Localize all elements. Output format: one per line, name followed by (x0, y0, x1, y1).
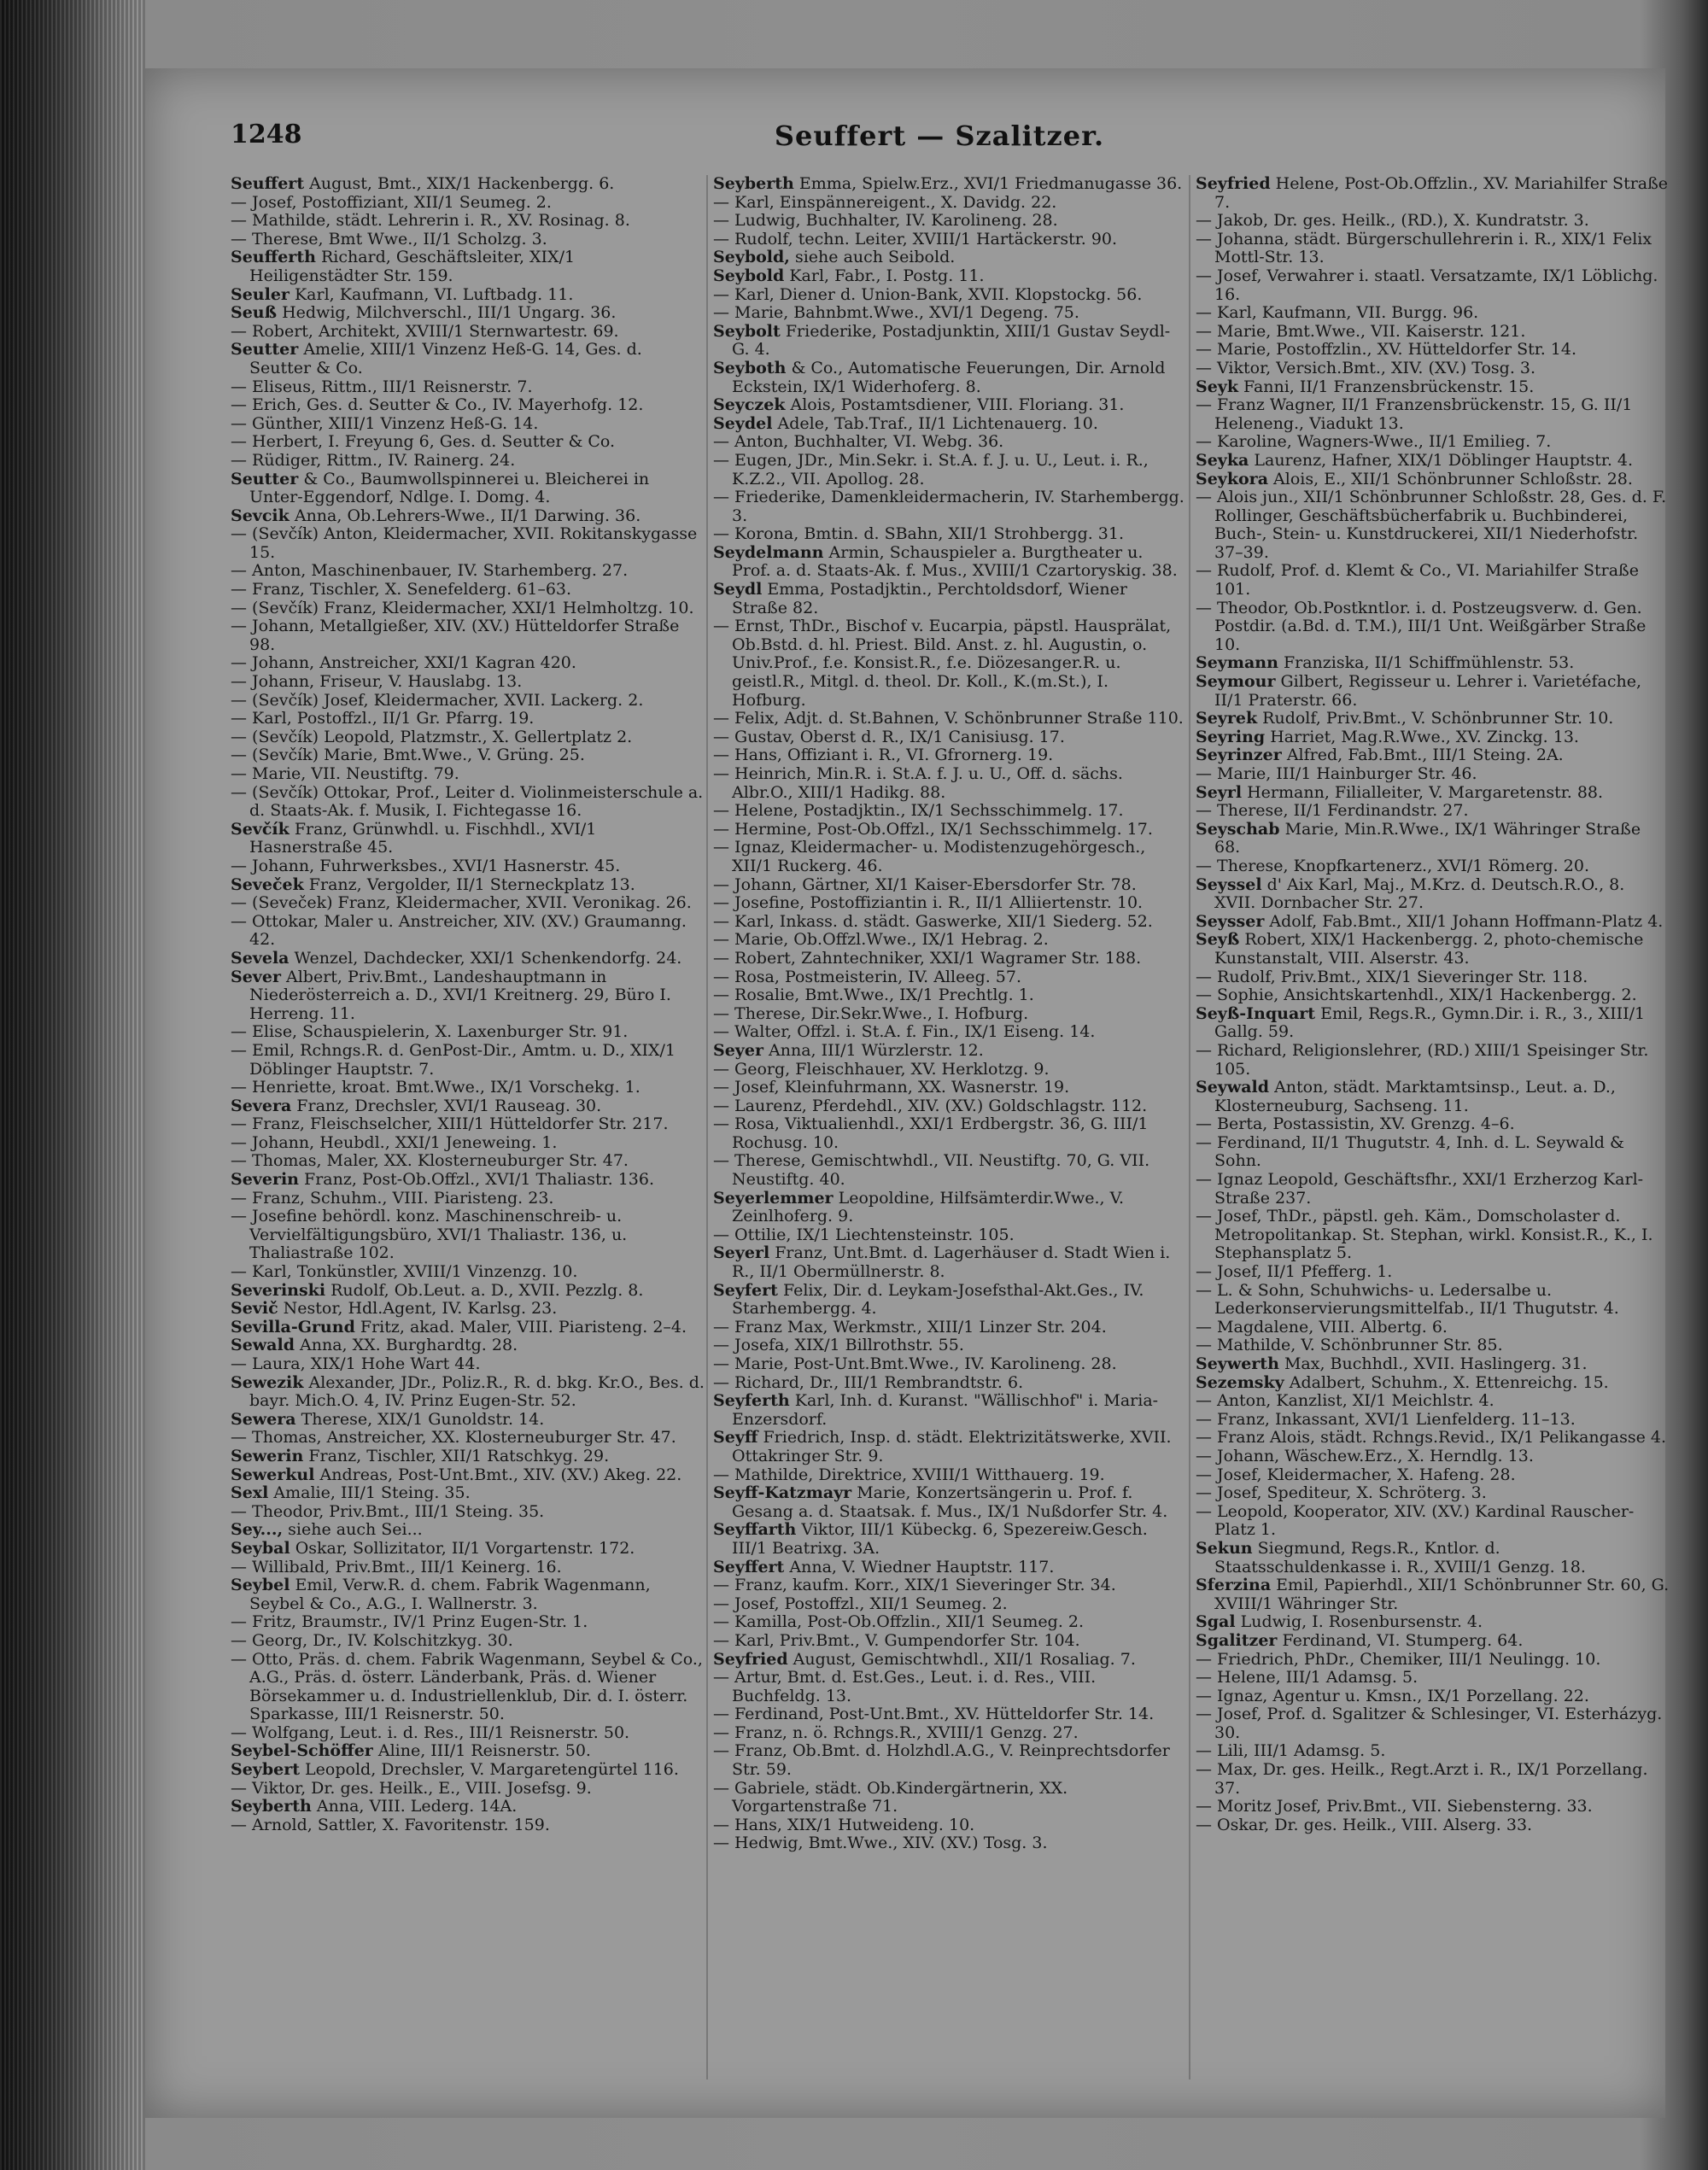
directory-entry: — Karl, Priv.Bmt., V. Gumpendorfer Str. 104. (713, 1630, 1080, 1650)
directory-entry: — (Sevčík) Leopold, Platzmstr., X. Gellertplatz 2. (231, 727, 633, 746)
directory-entry: Seybal Oskar, Sollizitator, II/1 Vorgartenstr. 172. (231, 1538, 635, 1558)
directory-entry: — Karoline, Wagners-Wwe., II/1 Emilieg. 7. (1196, 432, 1552, 452)
directory-entry: — Viktor, Versich.Bmt., XIV. (XV.) Tosg. 3. (1196, 358, 1536, 377)
directory-entry: — Erich, Ges. d. Seutter & Co., IV. Mayerhofg. 12. (231, 395, 644, 415)
directory-entry: Seveček Franz, Vergolder, II/1 Sterneckplatz 13. (231, 874, 635, 894)
directory-entry: Seyk Fanni, II/1 Franzensbrückenstr. 15. (1196, 377, 1535, 396)
directory-entry: — Johann, Gärtner, XI/1 Kaiser-Ebersdorfer Str. 78. (713, 874, 1137, 894)
directory-entry: — Hans, Offiziant i. R., VI. Gfrornerg. 19. (713, 746, 1054, 765)
directory-entry: Sevela Wenzel, Dachdecker, XXI/1 Schenkendorfg. 24. (231, 948, 682, 968)
directory-entry: — Franz, Fleischselcher, XIII/1 Hütteldorfer Str. 217. (231, 1114, 669, 1134)
directory-entry: — Rosa, Viktualienhdl., XXI/1 Erdbergstr. 36, G. III/1 Rochusg. 10. (713, 1114, 1149, 1152)
directory-entry: Seyff-Katzmayr Marie, Konzertsängerin u. Prof. f. Gesang a. d. Staatsak. f. Mus., IX/1 Nußdorfer Str. 4. (713, 1483, 1168, 1521)
page-header (231, 120, 1648, 171)
directory-entry: Severinski Rudolf, Ob.Leut. a. D., XVII. Pezzlg. 8. (231, 1280, 644, 1300)
directory-entry: Sezemsky Adalbert, Schuhm., X. Ettenreichg. 15. (1196, 1372, 1609, 1392)
directory-entry: Seybold, siehe auch Seibold. (713, 248, 956, 267)
directory-entry: Seyß Robert, XIX/1 Hackenbergg. 2, photo-chemische Kunstanstalt, VIII. Alserstr. 43. (1196, 930, 1644, 968)
directory-entry: — Ernst, ThDr., Bischof v. Eucarpia, päpstl. Hausprälat, Ob.Bstd. d. hl. Priest. Bild. Anst. z. hl. Augustin, o. Univ.Prof., f.e. Konsist.R., f.e. Diözesanger.R. u. geistl.R., Mitgl. d. theol. Dr. Koll., K.(m.St.), I. Hofburg. (713, 617, 1172, 710)
directory-entry: — (Seveček) Franz, Kleidermacher, XVII. Veronikag. 26. (231, 893, 692, 913)
directory-entry: — Otto, Präs. d. chem. Fabrik Wagenmann, Seybel & Co., A.G., Präs. d. österr. Länderbank, Präs. d. Wiener Börsekammer u. d. Industriellenklub, Dir. d. I. österr. Sparkasse, III/1 Reisnerstr. 50. (231, 1649, 703, 1724)
directory-entry: — Mathilde, städt. Lehrerin i. R., XV. Rosinag. 8. (231, 211, 630, 231)
directory-entry: — Marie, VII. Neustiftg. 79. (231, 764, 459, 783)
directory-entry: — L. & Sohn, Schuhwichs- u. Ledersalbe u. Lederkonservierungsmittelfab., II/1 Thugutstr. 4. (1196, 1280, 1619, 1319)
directory-entry: — Helene, Postadjktin., IX/1 Sechsschimmelg. 17. (713, 801, 1124, 821)
directory-entry: Seysser Adolf, Fab.Bmt., XII/1 Johann Hoffmann-Platz 4. (1196, 911, 1664, 931)
directory-entry: Seyssel d' Aix Karl, Maj., M.Krz. d. Deutsch.R.O., 8. XVII. Dornbacher Str. 27. (1196, 874, 1625, 913)
directory-entry: — Korona, Bmtin. d. SBahn, XII/1 Strohbergg. 31. (713, 524, 1125, 544)
directory-entry: — Laura, XIX/1 Hohe Wart 44. (231, 1354, 481, 1373)
directory-entry: — Ignaz Leopold, Geschäftsfhr., XXI/1 Erzherzog Karl-Straße 237. (1196, 1170, 1644, 1208)
directory-column-1 (231, 175, 705, 2079)
directory-entry: — Gustav, Oberst d. R., IX/1 Canisiusg. 17. (713, 727, 1065, 746)
directory-entry: Sewerkul Andreas, Post-Unt.Bmt., XIV. (XV.) Akeg. 22. (231, 1465, 682, 1484)
directory-entry: — Karl, Diener d. Union-Bank, XVII. Klopstockg. 56. (713, 284, 1143, 304)
directory-entry: — Mathilde, V. Schönbrunner Str. 85. (1196, 1336, 1503, 1355)
directory-entry: — Josef, Postoffzl., XII/1 Seumeg. 2. (713, 1594, 1008, 1613)
directory-entry: — Helene, III/1 Adamsg. 5. (1196, 1668, 1418, 1687)
directory-entry: — Franz, Schuhm., VIII. Piaristeng. 23. (231, 1188, 554, 1208)
directory-entry: — Therese, Dir.Sekr.Wwe., I. Hofburg. (713, 1003, 1029, 1023)
directory-entry: Seyring Harriet, Mag.R.Wwe., XV. Zinckg. 13. (1196, 727, 1579, 746)
directory-entry: Seyfried August, Gemischtwhdl., XII/1 Rosaliag. 7. (713, 1649, 1136, 1669)
directory-entry: — Friederike, Damenkleidermacherin, IV. Starhembergg. 3. (713, 488, 1184, 525)
directory-entry: — Rudolf, Priv.Bmt., XIX/1 Sieveringer Str. 118. (1196, 967, 1588, 986)
directory-entry: Sewera Therese, XIX/1 Gunoldstr. 14. (231, 1409, 545, 1429)
directory-entry: Sgal Ludwig, I. Rosenbursenstr. 4. (1196, 1612, 1483, 1632)
directory-entry: Sewerin Franz, Tischler, XII/1 Ratschkyg. 29. (231, 1446, 610, 1465)
directory-entry: Sevčík Franz, Grünwhdl. u. Fischhdl., XVI/1 Hasnerstraße 45. (231, 819, 597, 857)
directory-entry: — Marie, Ob.Offzl.Wwe., IX/1 Hebrag. 2. (713, 930, 1049, 950)
directory-entry: Seyberth Emma, Spielw.Erz., XVI/1 Friedmanugasse 36. (713, 175, 1183, 193)
directory-entry: — Thomas, Anstreicher, XX. Klosterneuburger Str. 47. (231, 1428, 676, 1448)
directory-entry: — Therese, II/1 Ferdinandstr. 27. (1196, 801, 1469, 821)
directory-entry: — Oskar, Dr. ges. Heilk., VIII. Alserg. 33. (1196, 1815, 1533, 1834)
directory-entry: — Friedrich, PhDr., Chemiker, III/1 Neulingg. 10. (1196, 1649, 1601, 1669)
directory-entry: — Ottokar, Maler u. Anstreicher, XIV. (XV.) Graumanng. 42. (231, 911, 687, 950)
directory-entry: Seyschab Marie, Min.R.Wwe., IX/1 Währinger Straße 68. (1196, 819, 1641, 857)
directory-entry: Seyferth Karl, Inh. d. Kuranst. "Wällischhof" i. Maria-Enzersdorf. (713, 1391, 1159, 1429)
column-divider (1189, 175, 1190, 2079)
directory-entry: — Herbert, I. Freyung 6, Ges. d. Seutter & Co. (231, 432, 616, 452)
directory-entry: — Therese, Bmt Wwe., II/1 Scholzg. 3. (231, 229, 547, 249)
directory-entry: — Henriette, kroat. Bmt.Wwe., IX/1 Vorschekg. 1. (231, 1078, 640, 1097)
directory-entry: Seykora Alois, E., XII/1 Schönbrunner Schloßstr. 28. (1196, 469, 1633, 488)
directory-entry: — Wolfgang, Leut. i. d. Res., III/1 Reisnerstr. 50. (231, 1723, 630, 1742)
directory-entry: — Emil, Rchngs.R. d. GenPost-Dir., Amtm. u. D., XIX/1 Döblinger Hauptstr. 7. (231, 1040, 676, 1079)
directory-entry: — Josef, Verwahrer i. staatl. Versatzamte, IX/1 Löblichg. 16. (1196, 266, 1658, 304)
directory-entry: Seuler Karl, Kaufmann, VI. Luftbadg. 11. (231, 284, 574, 304)
directory-entry: — Moritz Josef, Priv.Bmt., VII. Siebensterng. 33. (1196, 1797, 1593, 1816)
directory-entry: — Günther, XIII/1 Vinzenz Heß-G. 14. (231, 413, 539, 433)
directory-entry: — Franz, Ob.Bmt. d. Holzhdl.A.G., V. Reinprechtsdorfer Str. 59. (713, 1741, 1170, 1780)
directory-entry: Sever Albert, Priv.Bmt., Landeshauptmann in Niederösterreich a. D., XVI/1 Kreitnerg. 29, Büro I. Herreng. 11. (231, 967, 671, 1023)
directory-entry: — (Sevčík) Anton, Kleidermacher, XVII. Rokitanskygasse 15. (231, 524, 698, 562)
directory-entry: Seyfert Felix, Dir. d. Leykam-Josefsthal-Akt.Ges., IV. Starhembergg. 4. (713, 1280, 1144, 1319)
directory-entry: Seyka Laurenz, Hafner, XIX/1 Döblinger Hauptstr. 4. (1196, 450, 1634, 470)
directory-entry: Sevilla-Grund Fritz, akad. Maler, VIII. Piaristeng. 2–4. (231, 1317, 687, 1337)
directory-entry: Seywerth Max, Buchhdl., XVII. Haslingerg. 31. (1196, 1354, 1588, 1373)
directory-entry: — Franz, kaufm. Korr., XIX/1 Sieveringer Str. 34. (713, 1576, 1116, 1595)
directory-entry: Seyß-Inquart Emil, Regs.R., Gymn.Dir. i. R., 3., XIII/1 Gallg. 59. (1196, 1003, 1646, 1042)
directory-entry: — (Sevčík) Ottokar, Prof., Leiter d. Violinmeisterschule a. d. Staats-Ak. f. Musik, I. Fichtegasse 16. (231, 782, 704, 821)
directory-entry: Seyffarth Viktor, III/1 Kübeckg. 6, Spezereiw.Gesch. III/1 Beatrixg. 3A. (713, 1520, 1148, 1558)
directory-entry: — (Sevčík) Franz, Kleidermacher, XXI/1 Helmholtzg. 10. (231, 598, 694, 617)
directory-entry: — Franz, Inkassant, XVI/1 Lienfelderg. 11–13. (1196, 1409, 1576, 1429)
directory-entry: Sevcik Anna, Ob.Lehrers-Wwe., II/1 Darwing. 36. (231, 506, 641, 525)
directory-entry: — Josef, Prof. d. Sgalitzer & Schlesinger, VI. Esterházyg. 30. (1196, 1705, 1663, 1742)
directory-entry: — Karl, Tonkünstler, XVIII/1 Vinzenzg. 10. (231, 1262, 578, 1282)
directory-entry: Seyberth Anna, VIII. Lederg. 14A. (231, 1797, 518, 1816)
directory-entry: — Anton, Kanzlist, XI/1 Meichlstr. 4. (1196, 1391, 1494, 1411)
directory-entry: Seydl Emma, Postadjktin., Perchtoldsdorf, Wiener Straße 82. (713, 580, 1127, 617)
directory-entry: Seydelmann Armin, Schauspieler a. Burgtheater u. Prof. a. d. Staats-Ak. f. Mus., XVIII/1 Czartoryskig. 38. (713, 542, 1178, 581)
directory-entry: Seyboth & Co., Automatische Feuerungen, Dir. Arnold Eckstein, IX/1 Widerhoferg. 8. (713, 358, 1166, 396)
directory-entry: — Ignaz, Kleidermacher- u. Modistenzugehörgesch., XII/1 Ruckerg. 46. (713, 838, 1146, 875)
directory-entry: — Mathilde, Direktrice, XVIII/1 Witthauerg. 19. (713, 1465, 1105, 1484)
directory-entry: — Marie, Postoffzlin., XV. Hütteldorfer Str. 14. (1196, 340, 1577, 360)
directory-entry: Seydel Adele, Tab.Traf., II/1 Lichtenauerg. 10. (713, 413, 1098, 433)
directory-entry: — Josef, Kleidermacher, X. Hafeng. 28. (1196, 1465, 1516, 1484)
directory-entry: Seyer Anna, III/1 Würzlerstr. 12. (713, 1040, 984, 1060)
directory-entry: — Artur, Bmt. d. Est.Ges., Leut. i. d. Res., VIII. Buchfeldg. 13. (713, 1668, 1097, 1705)
directory-entry: — Josefa, XIX/1 Billrothstr. 55. (713, 1336, 964, 1355)
directory-entry: — Johanna, städt. Bürgerschullehrerin i. R., XIX/1 Felix Mottl-Str. 13. (1196, 229, 1652, 267)
directory-entry: — Rosa, Postmeisterin, IV. Alleeg. 57. (713, 967, 1022, 986)
directory-entry: — Johann, Friseur, V. Hauslabg. 13. (231, 672, 523, 692)
directory-entry: Sgalitzer Ferdinand, VI. Stumperg. 64. (1196, 1630, 1524, 1650)
directory-entry: — Sophie, Ansichtskartenhdl., XIX/1 Hackenbergg. 2. (1196, 986, 1637, 1005)
directory-entry: — Karl, Kaufmann, VII. Burgg. 96. (1196, 303, 1479, 323)
directory-entry: — Hermine, Post-Ob.Offzl., IX/1 Sechsschimmelg. 17. (713, 819, 1153, 839)
directory-entry: — Johann, Wäschew.Erz., X. Herndlg. 13. (1196, 1446, 1534, 1465)
directory-page (145, 68, 1670, 2118)
directory-entry: — Anton, Buchhalter, VI. Webg. 36. (713, 432, 1004, 452)
directory-entry: — Josefine, Postoffiziantin i. R., II/1 Alliiertenstr. 10. (713, 893, 1144, 913)
directory-entry: — Karl, Einspännereigent., X. Davidg. 22. (713, 192, 1057, 212)
directory-entry: — Josef, Kleinfuhrmann, XX. Wasnerstr. 19. (713, 1078, 1070, 1097)
directory-entry: Severin Franz, Post-Ob.Offzl., XVI/1 Thaliastr. 136. (231, 1170, 655, 1190)
directory-entry: Seyrinzer Alfred, Fab.Bmt., III/1 Steing. 2A. (1196, 746, 1564, 765)
directory-entry: — Hedwig, Bmt.Wwe., XIV. (XV.) Tosg. 3. (713, 1834, 1048, 1853)
column-divider (706, 175, 708, 2079)
directory-entry: — Rudolf, techn. Leiter, XVIII/1 Hartäckerstr. 90. (713, 229, 1118, 249)
directory-entry: — Robert, Architekt, XVIII/1 Sternwartestr. 69. (231, 321, 619, 341)
directory-entry: — Karl, Inkass. d. städt. Gaswerke, XII/1 Siederg. 52. (713, 911, 1153, 931)
directory-entry: — Jakob, Dr. ges. Heilk., (RD.), X. Kundratstr. 3. (1196, 211, 1589, 231)
directory-entry: — Eugen, JDr., Min.Sekr. i. St.A. f. J. u. U., Leut. i. R., K.Z.2., VII. Apollog. 28. (713, 450, 1149, 488)
directory-entry: — Rosalie, Bmt.Wwe., IX/1 Prechtlg. 1. (713, 986, 1034, 1005)
directory-entry: Seyerlemmer Leopoldine, Hilfsämterdir.Wwe., V. Zeinlhoferg. 9. (713, 1188, 1125, 1226)
directory-entry: — Johann, Anstreicher, XXI/1 Kagran 420. (231, 653, 576, 673)
directory-entry: Seybert Leopold, Drechsler, V. Margaretengürtel 116. (231, 1760, 679, 1780)
directory-entry: — Richard, Dr., III/1 Rembrandtstr. 6. (713, 1372, 1024, 1392)
directory-entry: Seyczek Alois, Postamtsdiener, VIII. Floriang. 31. (713, 395, 1125, 415)
directory-entry: Seutter Amelie, XIII/1 Vinzenz Heß-G. 14, Ges. d. Seutter & Co. (231, 340, 642, 377)
directory-entry: — Hans, XIX/1 Hutweideng. 10. (713, 1815, 975, 1834)
directory-entry: — Willibald, Priv.Bmt., III/1 Keinerg. 16. (231, 1557, 562, 1576)
directory-entry: — Magdalene, VIII. Albertg. 6. (1196, 1317, 1448, 1337)
directory-entry: — Berta, Postassistin, XV. Grenzg. 4–6. (1196, 1114, 1515, 1134)
directory-entry: Seyfried Helene, Post-Ob.Offzlin., XV. Mariahilfer Straße 7. (1196, 175, 1669, 212)
directory-entry: — Josefine behördl. konz. Maschinenschreib- u. Vervielfältigungsbüro, XVI/1 Thaliastr. 136, u. Thaliastraße 102. (231, 1207, 628, 1263)
directory-entry: — Felix, Adjt. d. St.Bahnen, V. Schönbrunner Straße 110. (713, 709, 1184, 728)
directory-entry: — Rudolf, Prof. d. Klemt & Co., VI. Mariahilfer Straße 101. (1196, 561, 1639, 600)
directory-entry: — Eliseus, Rittm., III/1 Reisnerstr. 7. (231, 377, 533, 396)
directory-entry: Seyffert Anna, V. Wiedner Hauptstr. 117. (713, 1557, 1055, 1576)
directory-entry: Seybolt Friederike, Postadjunktin, XIII/1 Gustav Seydl-G. 4. (713, 321, 1171, 360)
directory-entry: Sey..., siehe auch Sei... (231, 1520, 423, 1540)
directory-entry: — Franz, Tischler, X. Senefelderg. 61–63. (231, 580, 572, 600)
running-head: Seuffert — Szalitzer. (774, 120, 1105, 152)
directory-entry: — Josef, II/1 Pfefferg. 1. (1196, 1262, 1393, 1282)
directory-entry: — Elise, Schauspielerin, X. Laxenburger Str. 91. (231, 1022, 629, 1042)
directory-entry: — Gabriele, städt. Ob.Kindergärtnerin, XX. Vorgartenstraße 71. (713, 1778, 1068, 1816)
directory-entry: — Therese, Knopfkartenerz., XVI/1 Römerg. 20. (1196, 856, 1589, 875)
directory-entry: Seybold Karl, Fabr., I. Postg. 11. (713, 266, 985, 285)
directory-entry: — Kamilla, Post-Ob.Offzlin., XII/1 Seumeg. 2. (713, 1612, 1085, 1632)
directory-entry: Sewezik Alexander, JDr., Poliz.R., R. d. bkg. Kr.O., Bes. d. bayr. Mich.O. 4, IV. Prinz Eugen-Str. 52. (231, 1372, 705, 1411)
directory-entry: Seybel Emil, Verw.R. d. chem. Fabrik Wagenmann, Seybel & Co., A.G., I. Wallnerstr. 3. (231, 1576, 651, 1613)
directory-entry: — Heinrich, Min.R. i. St.A. f. J. u. U., Off. d. sächs. Albr.O., XIII/1 Hadikg. 88. (713, 764, 1123, 802)
directory-entry: — Ferdinand, II/1 Thugutstr. 4, Inh. d. L. Seywald & Sohn. (1196, 1132, 1624, 1171)
directory-entry: — Anton, Maschinenbauer, IV. Starhemberg. 27. (231, 561, 629, 581)
directory-entry: — Marie, Post-Unt.Bmt.Wwe., IV. Karolineng. 28. (713, 1354, 1117, 1373)
directory-entry: — Georg, Fleischhauer, XV. Herklotzg. 9. (713, 1059, 1050, 1079)
directory-entry: Sevič Nestor, Hdl.Agent, IV. Karlsg. 23. (231, 1299, 558, 1319)
directory-entry: Sekun Siegmund, Regs.R., Kntlor. d. Staatsschuldenkasse i. R., XVIII/1 Genzg. 18. (1196, 1538, 1586, 1576)
directory-entry: — Thomas, Maler, XX. Klosterneuburger Str. 47. (231, 1151, 629, 1171)
directory-entry: — Ottilie, IX/1 Liechtensteinstr. 105. (713, 1225, 1015, 1244)
directory-entry: Seybel-Schöffer Aline, III/1 Reisnerstr. 50. (231, 1741, 591, 1761)
directory-entry: — Johann, Heubdl., XXI/1 Jeneweing. 1. (231, 1132, 558, 1152)
directory-entry: — Ferdinand, Post-Unt.Bmt., XV. Hütteldorfer Str. 14. (713, 1705, 1155, 1724)
directory-entry: — Marie, Bahnbmt.Wwe., XVI/1 Degeng. 75. (713, 303, 1079, 323)
directory-entry: — (Sevčík) Marie, Bmt.Wwe., V. Grüng. 25. (231, 746, 585, 765)
directory-entry: — Josef, ThDr., päpstl. geh. Käm., Domscholaster d. Metropolitankap. St. Stephan, wirkl. Konsist.R., K., I. Stephansplatz 5. (1196, 1207, 1653, 1263)
directory-entry: Seymour Gilbert, Regisseur u. Lehrer i. Varietéfache, II/1 Praterstr. 66. (1196, 672, 1642, 710)
directory-entry: — Walter, Offzl. i. St.A. f. Fin., IX/1 Eiseng. 14. (713, 1022, 1096, 1042)
directory-entry: — Johann, Metallgießer, XIV. (XV.) Hütteldorfer Straße 98. (231, 617, 680, 654)
directory-entry: — Viktor, Dr. ges. Heilk., E., VIII. Josefsg. 9. (231, 1778, 592, 1798)
directory-entry: — Ignaz, Agentur u. Kmsn., IX/1 Porzellang. 22. (1196, 1686, 1589, 1705)
directory-entry: — Franz, n. ö. Rchngs.R., XVIII/1 Genzg. 27. (713, 1723, 1079, 1742)
directory-entry: — Therese, Gemischtwhdl., VII. Neustiftg. 70, G. VII. Neustiftg. 40. (713, 1151, 1150, 1190)
directory-entry: — Georg, Dr., IV. Kolschitzkyg. 30. (231, 1630, 513, 1650)
directory-entry: — Theodor, Priv.Bmt., III/1 Steing. 35. (231, 1501, 545, 1521)
directory-entry: Seyrl Hermann, Filialleiter, V. Margaretenstr. 88. (1196, 782, 1604, 802)
directory-entry: — Rüdiger, Rittm., IV. Rainerg. 24. (231, 450, 516, 470)
directory-entry: — Laurenz, Pferdehdl., XIV. (XV.) Goldschlagstr. 112. (713, 1096, 1148, 1115)
directory-entry: — Robert, Zahntechniker, XXI/1 Wagramer Str. 188. (713, 948, 1142, 968)
directory-entry: — Marie, III/1 Hainburger Str. 46. (1196, 764, 1477, 783)
directory-entry: — Leopold, Kooperator, XIV. (XV.) Kardinal Rauscher-Platz 1. (1196, 1501, 1635, 1540)
directory-entry: Seyerl Franz, Unt.Bmt. d. Lagerhäuser d. Stadt Wien i. R., II/1 Obermüllnerstr. 8. (713, 1243, 1171, 1282)
directory-entry: — Max, Dr. ges. Heilk., Regt.Arzt i. R., IX/1 Porzellang. 37. (1196, 1760, 1648, 1798)
directory-entry: — Ludwig, Buchhalter, IV. Karolineng. 28. (713, 211, 1058, 231)
directory-entry: Seuß Hedwig, Milchverschl., III/1 Ungarg. 36. (231, 303, 617, 323)
directory-entry: Seymann Franziska, II/1 Schiffmühlenstr. 53. (1196, 653, 1575, 673)
directory-entry: — Franz Alois, städt. Rchngs.Revid., IX/1 Pelikangasse 4. (1196, 1428, 1667, 1448)
directory-entry: Seyff Friedrich, Insp. d. städt. Elektrizitätswerke, XVII. Ottakringer Str. 9. (713, 1428, 1172, 1465)
directory-entry: — Franz Max, Werkmstr., XIII/1 Linzer Str. 204. (713, 1317, 1107, 1337)
directory-entry: — Johann, Fuhrwerksbes., XVI/1 Hasnerstr. 45. (231, 856, 621, 875)
page-number: 1248 (231, 120, 302, 149)
directory-entry: Seywald Anton, städt. Marktamtsinsp., Leut. a. D., Klosterneuburg, Sachseng. 11. (1196, 1078, 1616, 1115)
directory-entry: Seufferth Richard, Geschäftsleiter, XIX/1 Heiligenstädter Str. 159. (231, 248, 576, 285)
directory-entry: Sewald Anna, XX. Burghardtg. 28. (231, 1336, 518, 1355)
directory-entry: — Karl, Postoffzl., II/1 Gr. Pfarrg. 19. (231, 709, 535, 728)
directory-entry: — Franz Wagner, II/1 Franzensbrückenstr. 15, G. II/1 Heleneng., Viadukt 13. (1196, 395, 1633, 433)
directory-entry: — Lili, III/1 Adamsg. 5. (1196, 1741, 1386, 1761)
directory-entry: — Theodor, Ob.Postkntlor. i. d. Postzeugsverw. d. Gen. Postdir. (a.Bd. d. T.M.), III/1 Unt. Weißgärber Straße 10. (1196, 598, 1647, 654)
directory-entry: — Josef, Spediteur, X. Schröterg. 3. (1196, 1483, 1487, 1503)
directory-entry: Seutter & Co., Baumwollspinnerei u. Bleicherei in Unter-Eggendorf, Ndlge. I. Domg. 4. (231, 469, 650, 507)
directory-entry: — Fritz, Braumstr., IV/1 Prinz Eugen-Str. 1. (231, 1612, 588, 1632)
directory-entry: Sexl Amalie, III/1 Steing. 35. (231, 1483, 471, 1503)
directory-entry: Severa Franz, Drechsler, XVI/1 Rauseag. 30. (231, 1096, 602, 1115)
directory-entry: — Marie, Bmt.Wwe., VII. Kaiserstr. 121. (1196, 321, 1526, 341)
directory-column-3 (1196, 175, 1670, 2079)
directory-entry: Seyrek Rudolf, Priv.Bmt., V. Schönbrunner Str. 10. (1196, 709, 1614, 728)
directory-entry: Seuffert August, Bmt., XIX/1 Hackenbergg. 6. (231, 175, 615, 193)
directory-entry: — Alois jun., XII/1 Schönbrunner Schloßstr. 28, Ges. d. F. Rollinger, Geschäftsbücherfabrik u. Buchbinderei, Buch-, Stein- u. Kunstdruckerei, XII/1 Niederhofstr. 37–39. (1196, 488, 1667, 562)
directory-entry: — Richard, Religionslehrer, (RD.) XIII/1 Speisinger Str. 105. (1196, 1040, 1649, 1079)
directory-column-2 (713, 175, 1187, 2079)
page-edges (0, 0, 145, 2170)
directory-entry: Sferzina Emil, Papierhdl., XII/1 Schönbrunner Str. 60, G. XVIII/1 Währinger Str. (1196, 1576, 1670, 1613)
directory-entry: — (Sevčík) Josef, Kleidermacher, XVII. Lackerg. 2. (231, 690, 644, 710)
directory-entry: — Josef, Postoffiziant, XII/1 Seumeg. 2. (231, 192, 552, 212)
directory-entry: — Arnold, Sattler, X. Favoritenstr. 159. (231, 1815, 550, 1834)
